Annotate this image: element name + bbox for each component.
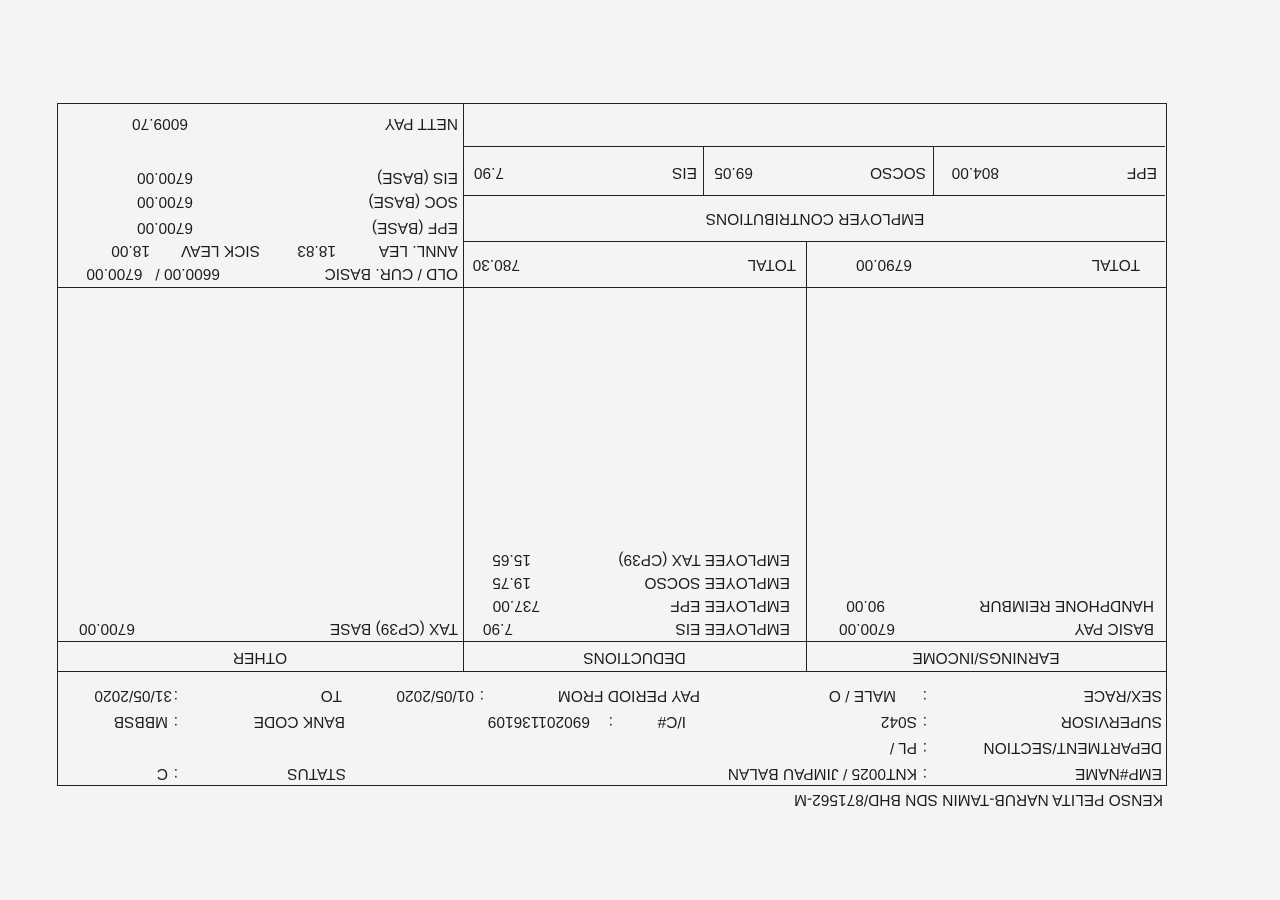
deductions-total-label: TOTAL: [747, 256, 796, 273]
deduction-label: EMPLOYEE EPF: [670, 597, 790, 614]
divider: [463, 241, 1165, 242]
pay-period-to-label: TO: [320, 687, 342, 704]
colon: :: [479, 687, 484, 704]
divider: [57, 103, 58, 786]
earning-amount: 6700.00: [838, 620, 895, 637]
status-label: STATUS: [287, 765, 346, 782]
status-value: C: [156, 765, 168, 782]
deduction-amount: 7.90: [482, 620, 513, 637]
dept-label: DEPARTMENT/SECTION: [983, 739, 1162, 756]
employer-socso-label: SOCSO: [870, 164, 926, 181]
deduction-label: EMPLOYEE EIS: [675, 620, 790, 637]
bank-code-value: MBBSB: [113, 713, 168, 730]
colon: :: [608, 713, 613, 730]
nett-pay-label: NETT PAY: [384, 115, 458, 132]
sex-race-value: MALE / O: [828, 687, 896, 704]
nett-pay-value: 6009.70: [131, 115, 188, 132]
colon: :: [922, 713, 927, 730]
colon: :: [922, 739, 927, 756]
sick-leave-label: SICK LEAV: [181, 242, 260, 259]
ic-label: I/C#: [657, 713, 686, 730]
emp-name-value: KNT0025 / JIMPAU BALAN: [727, 765, 917, 782]
deduction-amount: 15.65: [492, 551, 531, 568]
employer-eis-value: 7.90: [473, 164, 504, 181]
deduction-amount: 737.00: [492, 597, 540, 614]
epf-base-label: EPF (BASE): [371, 219, 458, 236]
soc-base-value: 6700.00: [136, 193, 193, 210]
bank-code-label: BANK CODE: [253, 713, 345, 730]
company-name: KENSO PELITA NARUB-TAMIN SDN BHD/871562-M: [794, 791, 1163, 808]
other-header: OTHER: [232, 649, 288, 666]
divider: [57, 671, 1167, 672]
other-amount: 6700.00: [78, 620, 135, 637]
earning-label: BASIC PAY: [1074, 620, 1154, 637]
basic-value: 6600.00 / 6700.00: [86, 265, 220, 282]
soc-base-label: SOC (BASE): [368, 193, 458, 210]
divider: [806, 241, 807, 672]
basic-label: OLD / CUR. BASIC: [324, 265, 458, 282]
sex-race-label: SEX/RACE: [1083, 687, 1162, 704]
colon: :: [173, 687, 178, 704]
divider: [57, 287, 1167, 288]
divider: [57, 103, 1167, 104]
earnings-total-label: TOTAL: [1091, 256, 1140, 273]
colon: :: [173, 713, 178, 730]
emp-name-label: EMP#NAME: [1075, 765, 1162, 782]
divider: [463, 146, 1165, 147]
dept-value: PL /: [890, 739, 917, 756]
employer-contributions-title: EMPLOYER CONTRIBUTIONS: [705, 210, 925, 227]
employer-epf-label: EPF: [1126, 164, 1157, 181]
deductions-header: DEDUCTIONS: [583, 649, 686, 666]
divider: [933, 146, 934, 196]
pay-period-from-value: 01/05/2020: [396, 687, 474, 704]
colon: :: [922, 765, 927, 782]
pay-period-to-value: 31/05/2020: [94, 687, 172, 704]
earning-amount: 90.00: [846, 597, 885, 614]
eis-base-label: EIS (BASE): [377, 169, 458, 186]
ic-value: 690201136109: [487, 713, 590, 730]
divider: [703, 146, 704, 196]
divider: [57, 641, 1167, 642]
divider: [463, 195, 1165, 196]
annual-leave-label: ANNL. LEA: [378, 242, 458, 259]
supervisor-label: SUPERVISOR: [1060, 713, 1162, 730]
sick-leave-value: 18.00: [111, 242, 150, 259]
deductions-total-value: 780.30: [472, 256, 520, 273]
employer-socso-value: 69.05: [714, 164, 753, 181]
epf-base-value: 6700.00: [136, 219, 193, 236]
divider: [1166, 103, 1167, 786]
pay-period-from-label: PAY PERIOD FROM: [557, 687, 700, 704]
supervisor-value: S042: [880, 713, 917, 730]
divider: [57, 785, 1167, 786]
employer-eis-label: EIS: [672, 164, 697, 181]
deduction-label: EMPLOYEE SOCSO: [644, 574, 790, 591]
deduction-amount: 19.75: [492, 574, 531, 591]
annual-leave-value: 18.83: [297, 242, 336, 259]
earnings-header: EARNINGS/INCOME: [912, 649, 1060, 666]
colon: :: [922, 687, 927, 704]
earnings-total-value: 6790.00: [855, 256, 912, 273]
colon: :: [173, 765, 178, 782]
employer-epf-value: 804.00: [951, 164, 999, 181]
eis-base-value: 6700.00: [136, 169, 193, 186]
deduction-label: EMPLOYEE TAX (CP39): [618, 551, 790, 568]
earning-label: HANDPHONE REIMBUR: [979, 597, 1154, 614]
other-label: TAX (CP39) BASE: [329, 620, 458, 637]
divider: [463, 103, 464, 672]
